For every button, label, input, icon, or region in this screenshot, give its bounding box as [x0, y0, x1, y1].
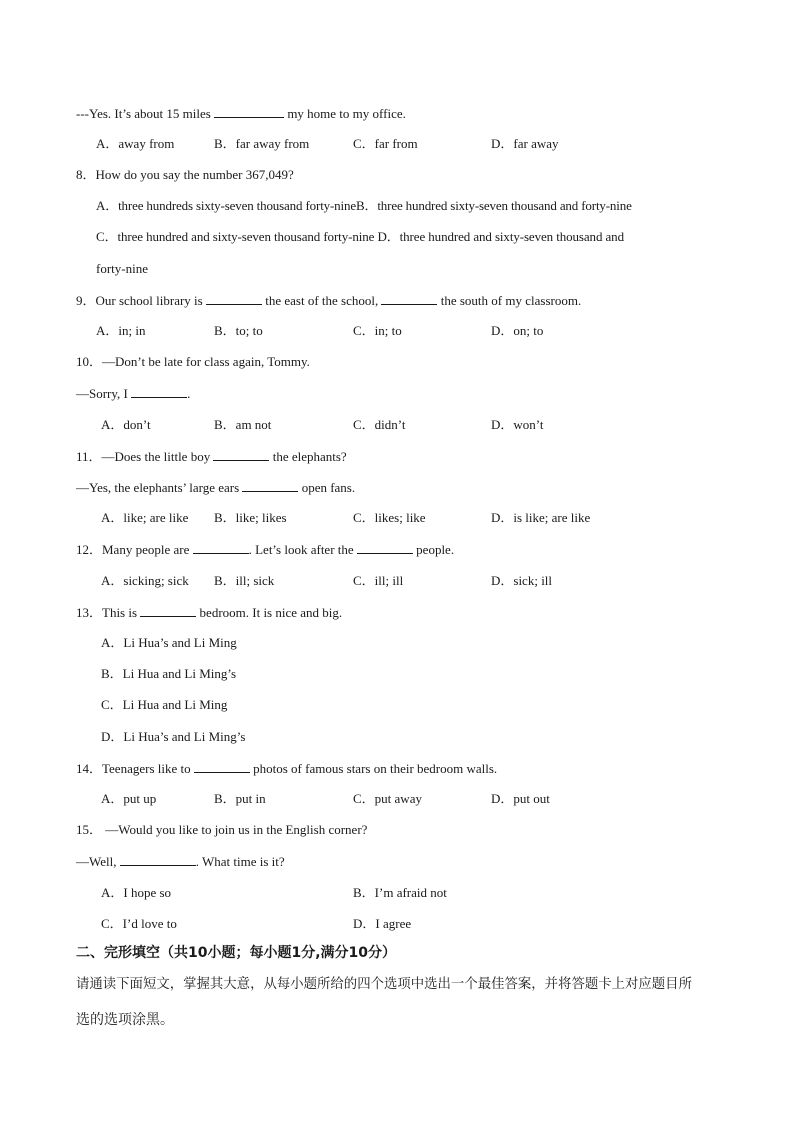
q11-option-c: C．likes; like — [353, 510, 426, 525]
answer-blank — [357, 541, 413, 554]
q15-stem: 15． —Would you like to join us in the English corner? — [76, 822, 368, 837]
q14-option-a: A．put up — [101, 791, 157, 806]
q8-option-d-cont: forty-nine — [96, 261, 148, 276]
q7-reply-line — [76, 105, 406, 122]
q8-option-c-d: C．three hundred and sixty-seven thousand forty-nine D．three hundred and sixty-seven thousand and — [96, 229, 624, 244]
section2-title: 二、完形填空（共10小题；每小题1分,满分10分） — [76, 945, 397, 961]
q7-option-d: D．far away — [491, 136, 559, 151]
q14-stem — [76, 760, 497, 777]
q12-option-d: D．sick; ill — [491, 573, 553, 588]
answer-blank — [206, 292, 262, 305]
q12-option-c: C．ill; ill — [353, 573, 404, 588]
answer-blank — [131, 385, 187, 398]
q13-option-d: D．Li Hua’s and Li Ming’s — [101, 729, 246, 744]
q15-option-a: A．I hope so — [101, 885, 172, 900]
q13-stem-b: bedroom. It is nice and big. — [199, 605, 343, 620]
q9-option-b: B．to; to — [214, 323, 263, 338]
q13-option-a: A．Li Hua’s and Li Ming — [101, 635, 237, 650]
answer-blank — [120, 853, 196, 866]
q11-reply — [76, 479, 355, 496]
q7-option-c: C．far from — [353, 136, 418, 151]
q12-stem-b: . Let’s look after the — [248, 542, 354, 557]
answer-blank — [194, 760, 250, 773]
q15-option-d: D．I agree — [353, 916, 412, 931]
answer-blank — [193, 541, 249, 554]
q13-option-c: C．Li Hua and Li Ming — [101, 697, 228, 712]
q9-option-c: C．in; to — [353, 323, 402, 338]
q12-option-b: B．ill; sick — [214, 573, 275, 588]
q9-stem-b: the east of the school, — [265, 293, 379, 308]
section2-instruction-line2: 选的选项涂黑。 — [76, 1012, 174, 1028]
q10-option-b: B．am not — [214, 417, 272, 432]
q13-stem — [76, 604, 342, 621]
q9-option-d: D．on; to — [491, 323, 544, 338]
q15-option-c: C．I’d love to — [101, 916, 177, 931]
section2-instruction-line1: 请通读下面短文，掌握其大意，从每小题所给的四个选项中选出一个最佳答案，并将答题卡上对应题目所 — [76, 977, 692, 992]
q10-reply-b: . — [187, 386, 191, 401]
q14-option-c: C．put away — [353, 791, 422, 806]
q14-stem-b: photos of famous stars on their bedroom walls. — [253, 761, 498, 776]
q11-option-a: A．like; are like — [101, 510, 189, 525]
q11-option-d: D．is like; are like — [491, 510, 591, 525]
q14-option-d: D．put out — [491, 791, 550, 806]
q10-option-c: C．didn’t — [353, 417, 406, 432]
q9-stem — [76, 292, 581, 309]
q10-stem: 10．—Don’t be late for class again, Tommy. — [76, 354, 310, 369]
q8-stem: 8．How do you say the number 367,049? — [76, 167, 294, 182]
q14-stem-a: 14．Teenagers like to — [76, 761, 191, 776]
q13-stem-a: 13．This is — [76, 605, 138, 620]
q10-option-d: D．won’t — [491, 417, 544, 432]
q7-option-a: A．away from — [96, 136, 175, 151]
q14-option-b: B．put in — [214, 791, 266, 806]
q10-option-a: A．don’t — [101, 417, 151, 432]
q11-reply-b: open fans. — [301, 480, 356, 495]
q8-option-a-b: A．three hundreds sixty-seven thousand forty-nineB．three hundred sixty-seven thousand and forty-nine — [96, 198, 632, 213]
q15-option-b: B．I’m afraid not — [353, 885, 447, 900]
q10-reply-a: —Sorry, I — [76, 386, 128, 401]
q11-stem-b: the elephants? — [272, 449, 347, 464]
q15-reply-a: —Well, — [76, 854, 117, 869]
q12-stem-c: people. — [416, 542, 455, 557]
q11-stem-a: 11．—Does the little boy — [76, 449, 211, 464]
q12-stem-a: 12．Many people are — [76, 542, 190, 557]
q13-option-b: B．Li Hua and Li Ming’s — [101, 666, 237, 681]
q7-reply-text: ---Yes. It’s about 15 miles — [76, 106, 211, 121]
q9-stem-c: the south of my classroom. — [440, 293, 582, 308]
answer-blank — [242, 479, 298, 492]
q7-reply-tail: my home to my office. — [287, 106, 406, 121]
q15-reply — [76, 853, 285, 870]
q9-stem-a: 9．Our school library is — [76, 293, 203, 308]
answer-blank — [214, 105, 284, 118]
answer-blank — [381, 292, 437, 305]
q11-reply-a: —Yes, the elephants’ large ears — [76, 480, 240, 495]
q7-option-b: B．far away from — [214, 136, 310, 151]
answer-blank — [213, 448, 269, 461]
q11-option-b: B．like; likes — [214, 510, 287, 525]
q12-stem — [76, 541, 454, 558]
q10-reply — [76, 385, 190, 402]
q9-option-a: A．in; in — [96, 323, 146, 338]
q15-reply-b: . What time is it? — [195, 854, 285, 869]
answer-blank — [140, 604, 196, 617]
q11-stem — [76, 448, 347, 465]
q12-option-a: A．sicking; sick — [101, 573, 189, 588]
